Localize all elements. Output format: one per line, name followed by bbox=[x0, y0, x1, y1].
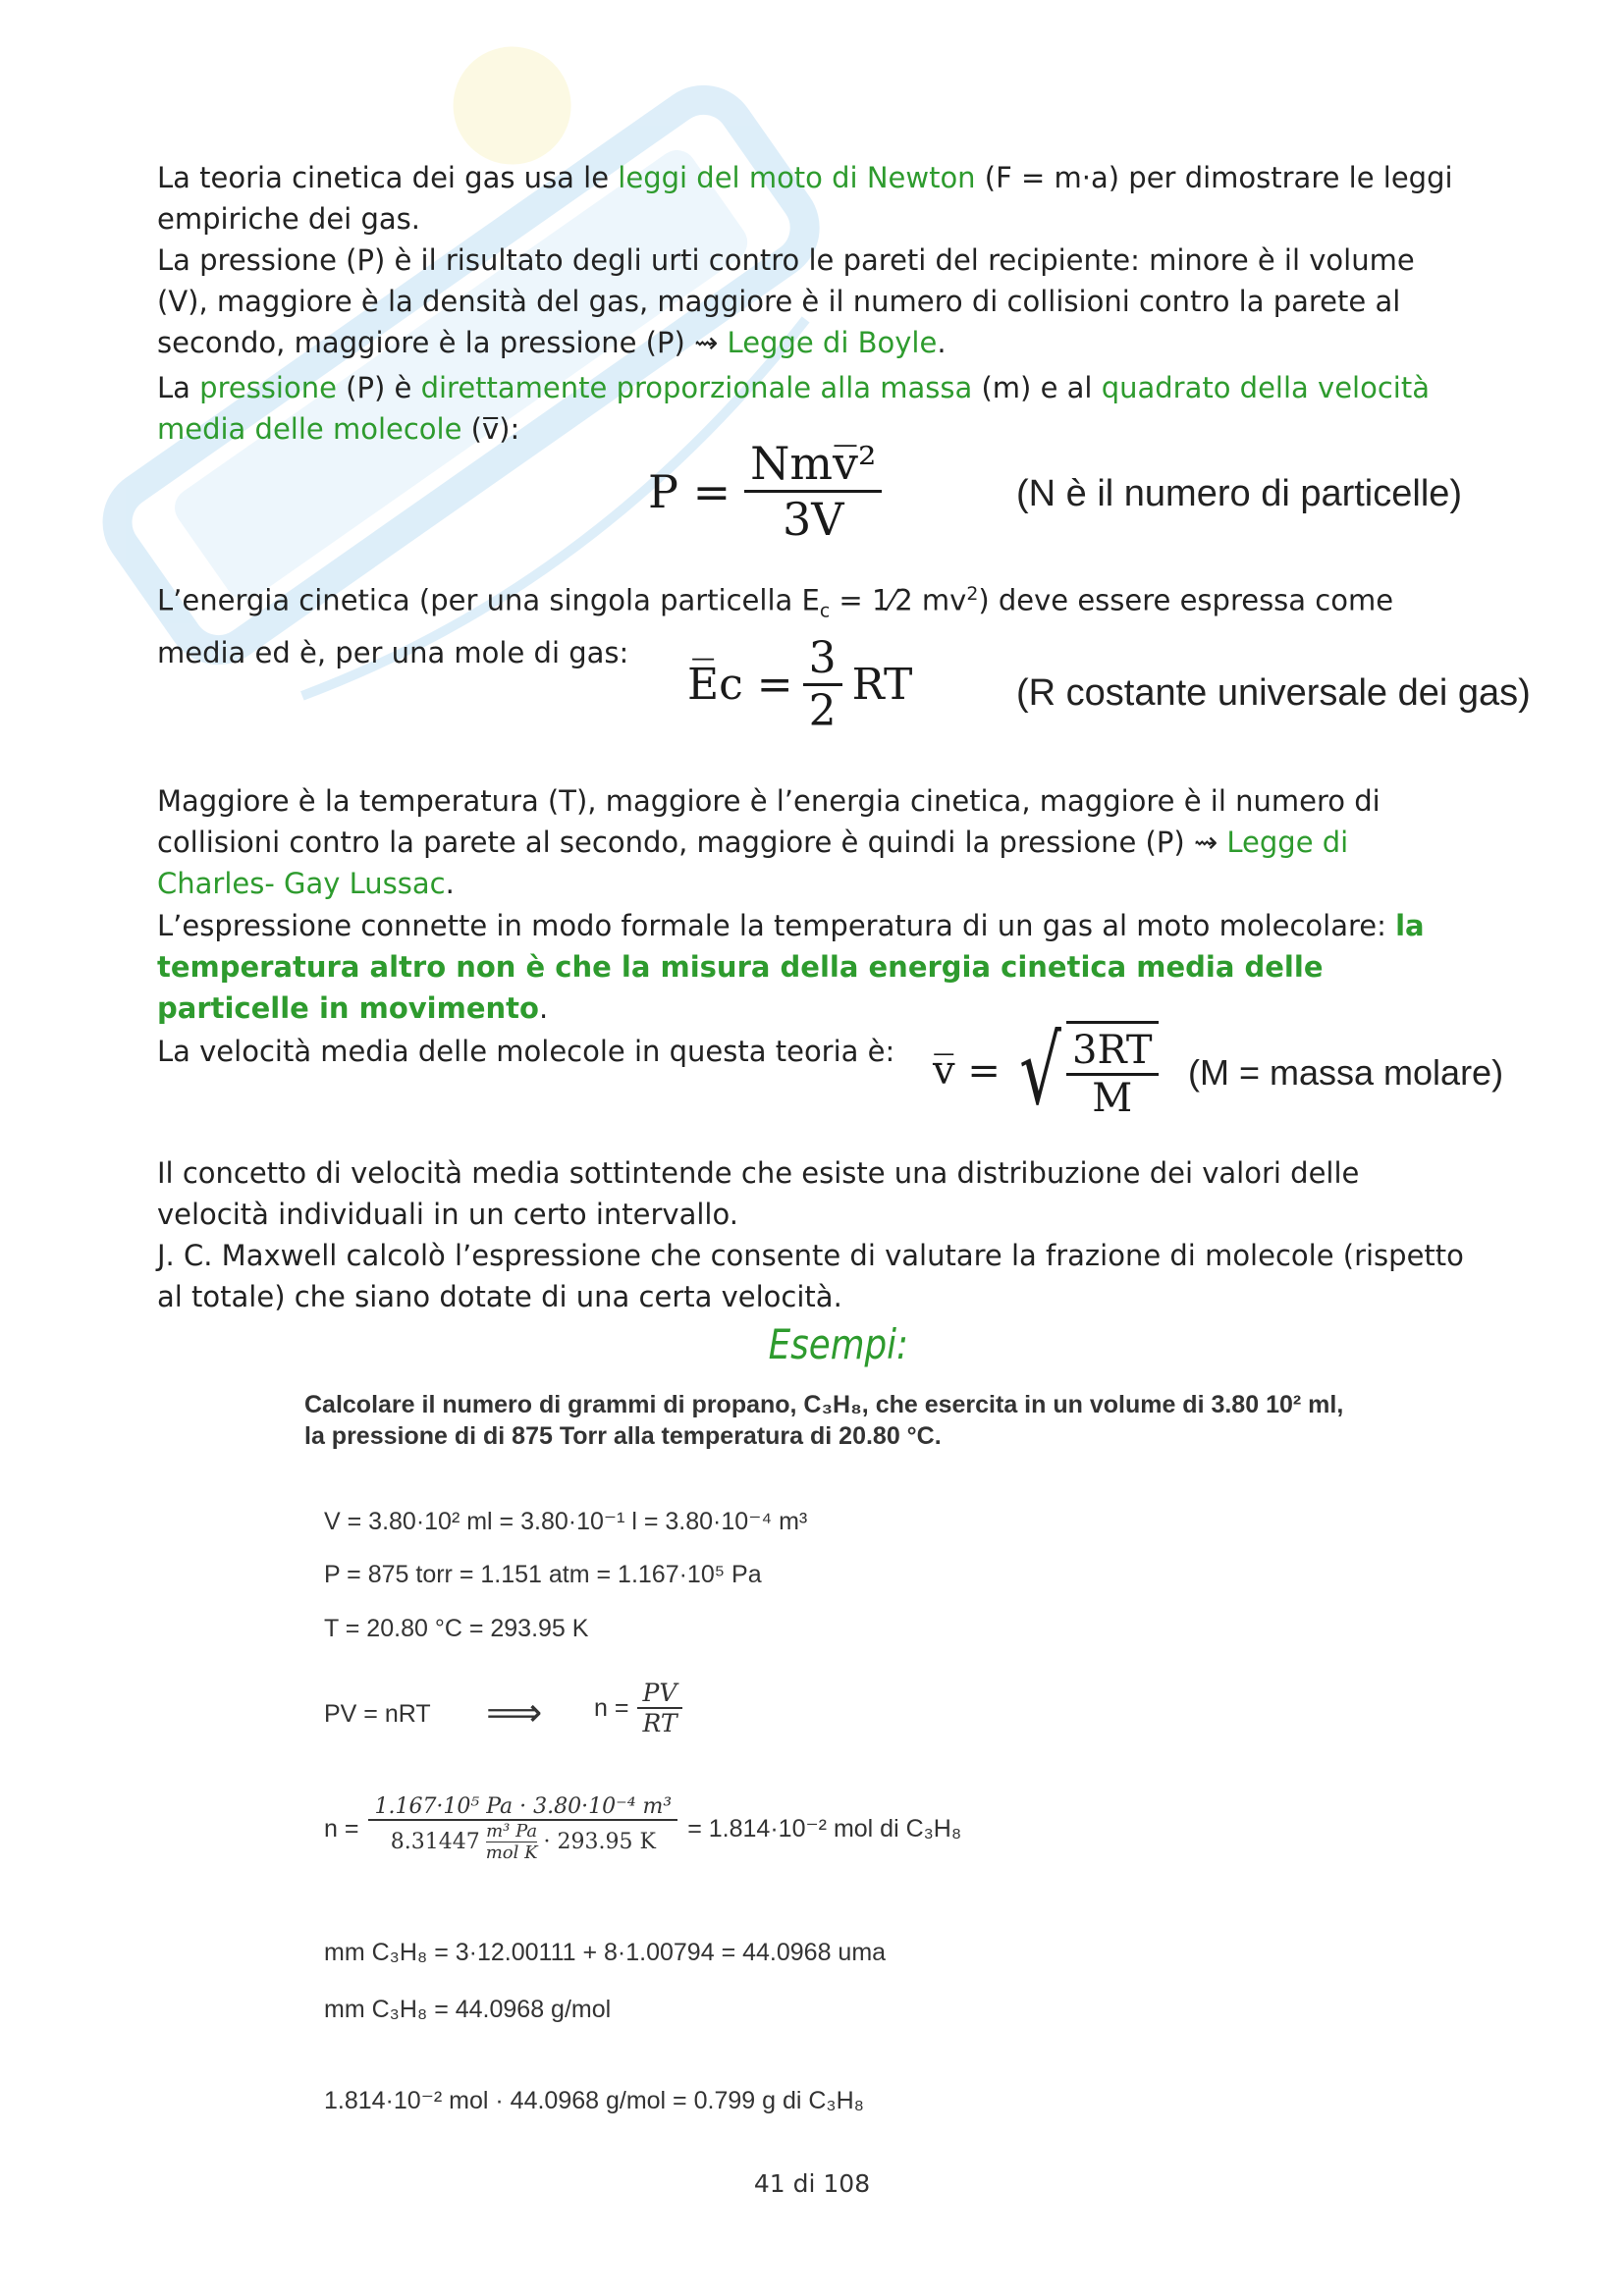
example-final-result: 1.814·10⁻² mol · 44.0968 g/mol = 0.799 g di C₃H₈ bbox=[324, 2087, 865, 2114]
example-molar-mass: mm C₃H₈ = 44.0968 g/mol bbox=[324, 1996, 612, 2023]
subscript: c bbox=[819, 601, 831, 622]
unit-denominator: mol K bbox=[485, 1842, 538, 1863]
example-ideal-gas-law: PV = nRT bbox=[324, 1700, 431, 1728]
formula-note-particles: (N è il numero di particelle) bbox=[1016, 473, 1463, 514]
superscript: 2 bbox=[966, 584, 979, 605]
paragraph-temperature-meaning bbox=[157, 905, 1473, 1029]
paragraph-charles-gay-lussac bbox=[157, 780, 1473, 904]
highlight-proportional: direttamente proporzionale alla massa bbox=[420, 371, 973, 404]
page-number: 41 di 108 bbox=[753, 2169, 871, 2198]
formula-mean-velocity bbox=[933, 1016, 1159, 1126]
formula-pressure bbox=[648, 437, 882, 546]
highlight-boyle: Legge di Boyle bbox=[718, 326, 938, 359]
formula-denominator: 2 bbox=[808, 686, 837, 736]
formula-denominator bbox=[385, 1821, 662, 1863]
paragraph-maxwell bbox=[157, 1235, 1473, 1317]
formula-fraction bbox=[1066, 1021, 1159, 1121]
formula-lhs: n = bbox=[594, 1693, 629, 1722]
squiggle-arrow-icon: ⇝ bbox=[1193, 826, 1218, 859]
example-temperature: T = 20.80 °C = 293.95 K bbox=[324, 1615, 589, 1642]
text-run: (F = m·a) per dimostrare le leggi empiriche dei gas. bbox=[157, 161, 1453, 236]
text-run: La pressione (P) è il risultato degli urti contro le pareti del recipiente: minore è il volume (V), maggiore è la densità del gas, maggiore è il numero di collisioni contro la parete al secondo, maggiore è la pressione (P) bbox=[157, 243, 1415, 359]
squiggle-arrow-icon: ⇝ bbox=[694, 326, 719, 359]
text-run: J. C. Maxwell calcolò l’espressione che consente di valutare la frazione di molecole (rispetto al totale) che siano dotate di una certa velocità. bbox=[157, 1239, 1464, 1313]
formula-numerator: PV bbox=[637, 1679, 683, 1709]
formula-lhs: v̅ = bbox=[933, 1048, 1001, 1094]
formula-rhs: RT bbox=[851, 660, 913, 710]
paragraph-kinetic-theory bbox=[157, 157, 1473, 240]
highlight-pressione: pressione bbox=[199, 371, 337, 404]
text-run: Il concetto di velocità media sottintende che esiste una distribuzione dei valori delle velocità individuali in un certo intervallo. bbox=[157, 1156, 1360, 1231]
paragraph-velocity-distribution bbox=[157, 1152, 1473, 1235]
formula-numerator: 3 bbox=[803, 633, 842, 686]
example-pressure: P = 875 torr = 1.151 atm = 1.167·10⁵ Pa bbox=[324, 1561, 762, 1588]
text-run: ) deve essere espressa come media ed è, per una mole di gas: bbox=[157, 583, 1394, 670]
formula-numerator: 1.167·10⁵ Pa · 3.80·10⁻⁴ m³ bbox=[368, 1794, 677, 1821]
text-run: La teoria cinetica dei gas usa le bbox=[157, 161, 619, 194]
formula-denominator: 3V bbox=[783, 493, 844, 546]
paragraph-pressure-boyle bbox=[157, 240, 1473, 363]
text-run: L’espressione connette in modo formale la temperatura di un gas al moto molecolare: bbox=[157, 909, 1396, 942]
formula-result: = 1.814·10⁻² mol di C₃H₈ bbox=[687, 1815, 962, 1842]
sqrt-icon: √ bbox=[1019, 1016, 1061, 1126]
text-run: . bbox=[937, 326, 947, 359]
temperature-factor: · 293.95 K bbox=[543, 1830, 656, 1854]
example-n-formula bbox=[594, 1679, 683, 1737]
formula-lhs: E̅c = bbox=[687, 660, 793, 710]
text-run: (v̅): bbox=[461, 412, 520, 446]
formula-kinetic-energy bbox=[687, 633, 912, 736]
formula-note-gas-constant: (R costante universale dei gas) bbox=[1016, 672, 1531, 714]
text-run: La velocità media delle molecole in questa teoria è: bbox=[157, 1035, 895, 1068]
highlight-quadrato: quadrato della velocità media delle molecole bbox=[157, 371, 1430, 446]
highlight-newton: leggi del moto di Newton bbox=[618, 161, 976, 194]
unit-numerator: m³ Pa bbox=[486, 1821, 538, 1842]
gas-constant-value: 8.31447 bbox=[390, 1830, 480, 1854]
example-volume: V = 3.80·10² ml = 3.80·10⁻¹ l = 3.80·10⁻⁴ m³ bbox=[324, 1508, 808, 1535]
formula-fraction bbox=[803, 633, 842, 736]
formula-lhs: P = bbox=[648, 464, 731, 518]
example-n-calculation bbox=[324, 1794, 961, 1863]
example-problem: Calcolare il numero di grammi di propano, C₃H₈, che esercita in un volume di 3.80 10² ml, la pressione di di 875 Torr alla temperatura di 20.80 °C. bbox=[304, 1391, 1344, 1450]
highlight-temperature: la temperatura altro non è che la misura della energia cinetica media delle particelle in movimento bbox=[157, 909, 1425, 1025]
text-run: Maggiore è la temperatura (T), maggiore è l’energia cinetica, maggiore è il numero di collisioni contro la parete al secondo, maggiore è quindi la pressione (P) bbox=[157, 784, 1380, 859]
formula-fraction bbox=[368, 1794, 677, 1863]
text-run: . bbox=[538, 991, 549, 1025]
examples-heading: Esempi: bbox=[768, 1320, 909, 1368]
highlight-charles: Legge di Charles- Gay Lussac bbox=[157, 826, 1349, 900]
text-run: = 1⁄2 mv bbox=[830, 583, 967, 617]
formula-lhs: n = bbox=[324, 1814, 359, 1842]
paragraph-mean-velocity bbox=[157, 1031, 903, 1072]
formula-fraction bbox=[744, 437, 882, 546]
gas-constant-unit bbox=[486, 1821, 538, 1863]
formula-note-molar-mass: (M = massa molare) bbox=[1188, 1052, 1504, 1093]
text-run: (P) è bbox=[336, 371, 421, 404]
text-run: . bbox=[445, 867, 455, 900]
text-run: La bbox=[157, 371, 200, 404]
implies-arrow-icon: ⟹ bbox=[486, 1691, 543, 1735]
formula-numerator: Nmv̅² bbox=[744, 437, 882, 493]
example-molar-mass-calc: mm C₃H₈ = 3·12.00111 + 8·1.00794 = 44.0968 uma bbox=[324, 1939, 887, 1966]
text-run: L’energia cinetica (per una singola particella E bbox=[157, 583, 820, 617]
formula-fraction bbox=[636, 1679, 682, 1737]
text-run: (m) e al bbox=[972, 371, 1102, 404]
formula-numerator: 3RT bbox=[1066, 1028, 1159, 1076]
formula-denominator: RT bbox=[642, 1709, 677, 1737]
formula-denominator: M bbox=[1092, 1076, 1133, 1121]
